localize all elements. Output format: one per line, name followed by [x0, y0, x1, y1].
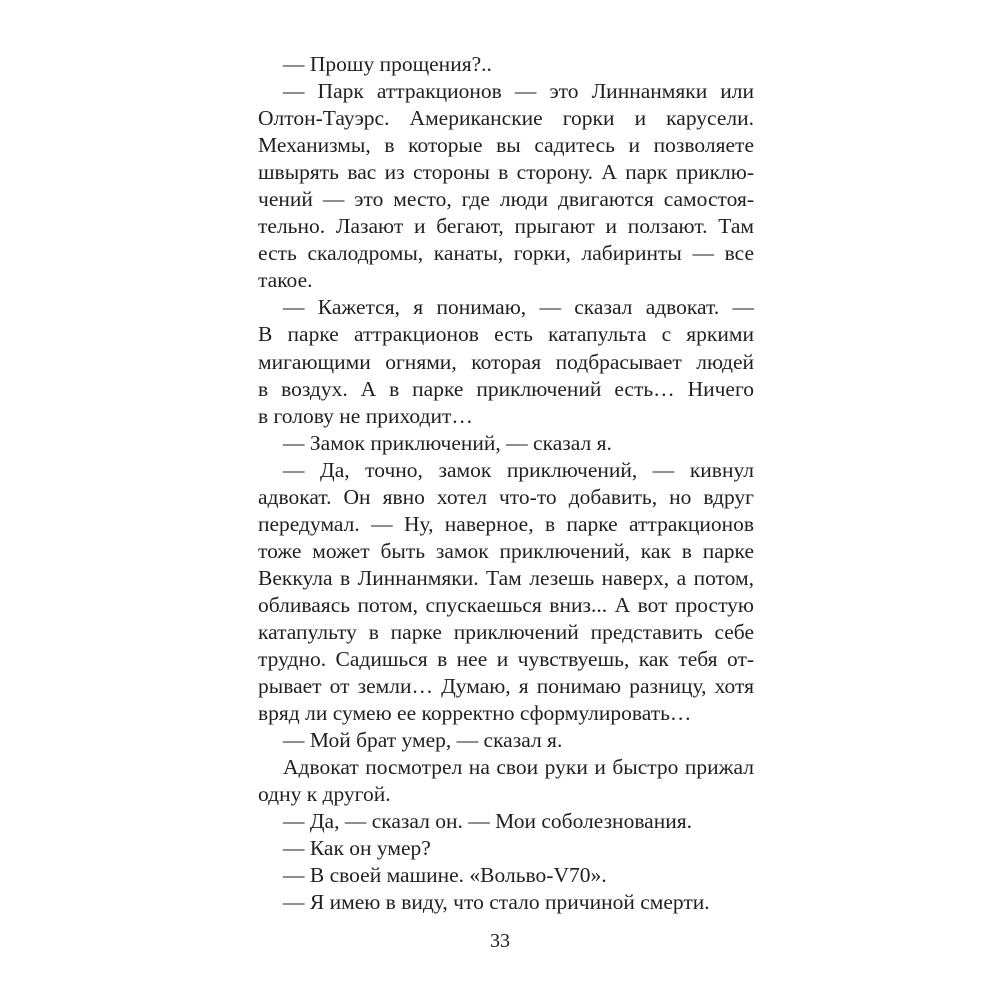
text-line: Механизмы, в которые вы садитесь и позволяете — [258, 133, 754, 158]
text-line: рывает от земли… Думаю, я понимаю разницу, хотя — [258, 674, 754, 699]
text-line: В парке аттракционов есть катапульта с яркими — [258, 322, 754, 347]
text-line: такое. — [258, 268, 313, 293]
text-line: адвокат. Он явно хотел что-то добавить, но вдруг — [258, 484, 754, 509]
page-body — [258, 51, 754, 917]
page-number: 33 — [490, 930, 510, 952]
text-line: — Замок приключений, — сказал я. — [283, 430, 612, 455]
text-line: обливаясь потом, спускаешься вниз... А вот простую — [258, 592, 754, 617]
text-line: чений — это место, где люди двигаются самостоя- — [258, 187, 754, 212]
text-line: одну к другой. — [258, 782, 391, 807]
text-line: — Кажется, я понимаю, — сказал адвокат. — — [283, 295, 754, 320]
text-line: тельно. Лазают и бегают, прыгают и ползают. Там — [258, 214, 754, 239]
text-line: трудно. Садишься в нее и чувствуешь, как тебя от- — [258, 647, 754, 672]
text-line: в воздух. А в парке приключений есть… Ничего — [258, 376, 754, 401]
text-line: швырять вас из стороны в сторону. А парк приклю- — [258, 160, 754, 185]
text-line: — В своей машине. «Вольво-V70». — [283, 863, 607, 888]
text-line: передумал. — Ну, наверное, в парке аттракционов — [258, 511, 754, 536]
text-line: — Как он умер? — [283, 836, 431, 861]
text-line: — Да, — сказал он. — Мои соболезнования. — [283, 809, 693, 834]
text-line: тоже может быть замок приключений, как в парке — [258, 538, 754, 563]
text-line: Адвокат посмотрел на свои руки и быстро прижал — [283, 755, 754, 780]
text-line: — Да, точно, замок приключений, — кивнул — [283, 457, 754, 482]
text-line: вряд ли сумею ее корректно сформулировать… — [258, 701, 692, 726]
text-line: есть скалодромы, канаты, горки, лабиринты — все — [258, 241, 754, 266]
text-line: мигающими огнями, которая подбрасывает людей — [258, 349, 754, 374]
text-line: — Я имею в виду, что стало причиной смерти. — [283, 890, 710, 915]
text-line: Веккула в Линнанмяки. Там лезешь наверх, а потом, — [258, 565, 754, 590]
text-line: — Парк аттракционов — это Линнанмяки или — [283, 79, 754, 104]
text-line: — Прошу прощения?.. — [283, 52, 492, 76]
text-line: — Мой брат умер, — сказал я. — [283, 728, 563, 753]
text-line: в голову не приходит… — [258, 403, 473, 428]
text-line: Олтон-Тауэрс. Американские горки и карусели. — [258, 106, 754, 131]
text-line: катапульту в парке приключений представить себе — [258, 619, 754, 644]
